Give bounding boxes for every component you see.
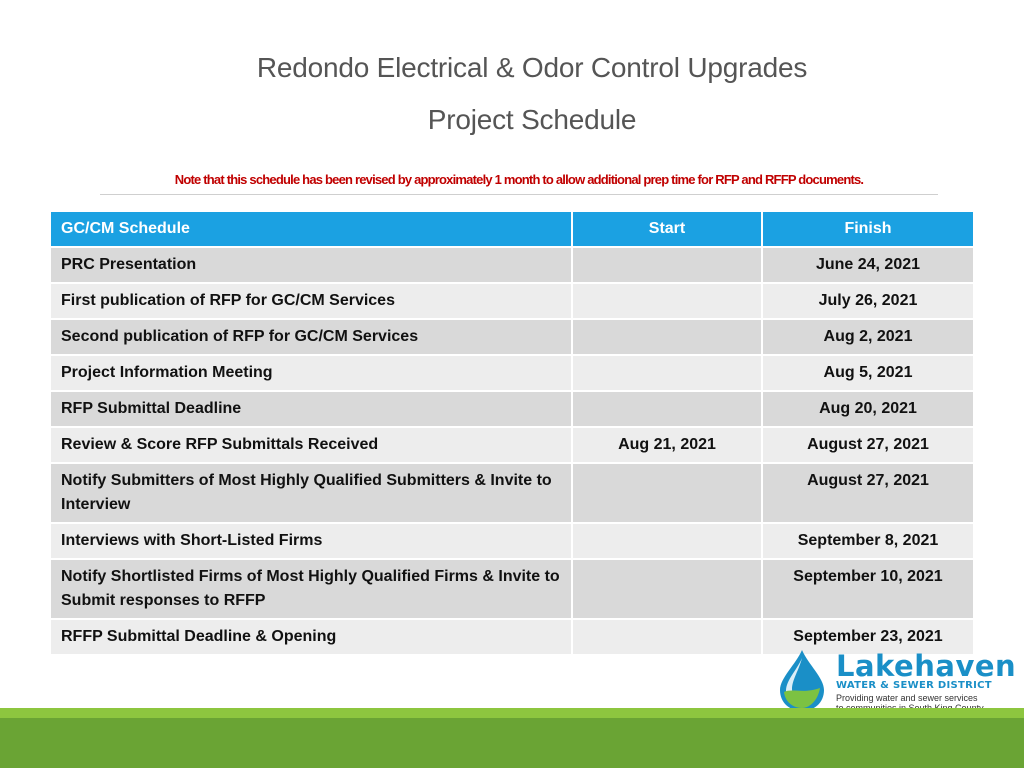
note-divider xyxy=(100,194,938,195)
finish-cell: Aug 20, 2021 xyxy=(762,391,973,427)
table-row xyxy=(51,427,973,463)
finish-cell: September 10, 2021 xyxy=(762,559,973,619)
finish-cell: June 24, 2021 xyxy=(762,247,973,283)
lakehaven-logo xyxy=(774,646,1020,714)
task-cell: Second publication of RFP for GC/CM Services xyxy=(51,319,572,355)
table-row xyxy=(51,247,973,283)
table-row xyxy=(51,391,973,427)
table-row xyxy=(51,463,973,523)
logo-name: Lakehaven xyxy=(836,649,1017,683)
slide-subtitle: Project Schedule xyxy=(427,104,637,135)
finish-cell: July 26, 2021 xyxy=(762,283,973,319)
finish-cell: August 27, 2021 xyxy=(762,427,973,463)
table-header-row xyxy=(51,212,973,247)
finish-cell: Aug 2, 2021 xyxy=(762,319,973,355)
start-cell xyxy=(572,559,762,619)
slide-title: Redondo Electrical & Odor Control Upgrades xyxy=(256,52,808,83)
task-cell: RFFP Submittal Deadline & Opening xyxy=(51,619,572,654)
column-header-start: Start xyxy=(572,212,762,247)
task-cell: Review & Score RFP Submittals Received xyxy=(51,427,572,463)
finish-cell: September 23, 2021 xyxy=(762,619,973,654)
task-cell: Project Information Meeting xyxy=(51,355,572,391)
start-cell xyxy=(572,391,762,427)
start-cell xyxy=(572,355,762,391)
table-row xyxy=(51,319,973,355)
finish-cell: August 27, 2021 xyxy=(762,463,973,523)
column-header-finish: Finish xyxy=(762,212,973,247)
task-cell: RFP Submittal Deadline xyxy=(51,391,572,427)
table-row xyxy=(51,283,973,319)
task-cell: Interviews with Short-Listed Firms xyxy=(51,523,572,559)
schedule-table xyxy=(51,212,973,654)
start-cell xyxy=(572,619,762,654)
task-cell: Notify Submitters of Most Highly Qualified Submitters & Invite to Interview xyxy=(51,463,572,523)
logo-tagline-1: Providing water and sewer services xyxy=(836,693,978,703)
start-cell xyxy=(572,283,762,319)
start-cell xyxy=(572,319,762,355)
revision-note: Note that this schedule has been revised by approximately 1 month to allow additional prep time for RFP and RFFP documents. xyxy=(174,172,864,187)
task-cell: Notify Shortlisted Firms of Most Highly Qualified Firms & Invite to Submit responses to RFFP xyxy=(51,559,572,619)
footer-bar xyxy=(0,718,1024,768)
task-cell: First publication of RFP for GC/CM Services xyxy=(51,283,572,319)
table-row xyxy=(51,523,973,559)
water-drop-icon xyxy=(774,648,830,712)
column-header-task: GC/CM Schedule xyxy=(51,212,572,247)
start-cell xyxy=(572,463,762,523)
table-row xyxy=(51,559,973,619)
start-cell xyxy=(572,247,762,283)
table-row xyxy=(51,355,973,391)
finish-cell: Aug 5, 2021 xyxy=(762,355,973,391)
footer-accent-bar xyxy=(0,708,1024,718)
task-cell: PRC Presentation xyxy=(51,247,572,283)
start-cell xyxy=(572,523,762,559)
finish-cell: September 8, 2021 xyxy=(762,523,973,559)
start-cell: Aug 21, 2021 xyxy=(572,427,762,463)
logo-subtitle: WATER & SEWER DISTRICT xyxy=(836,680,992,691)
